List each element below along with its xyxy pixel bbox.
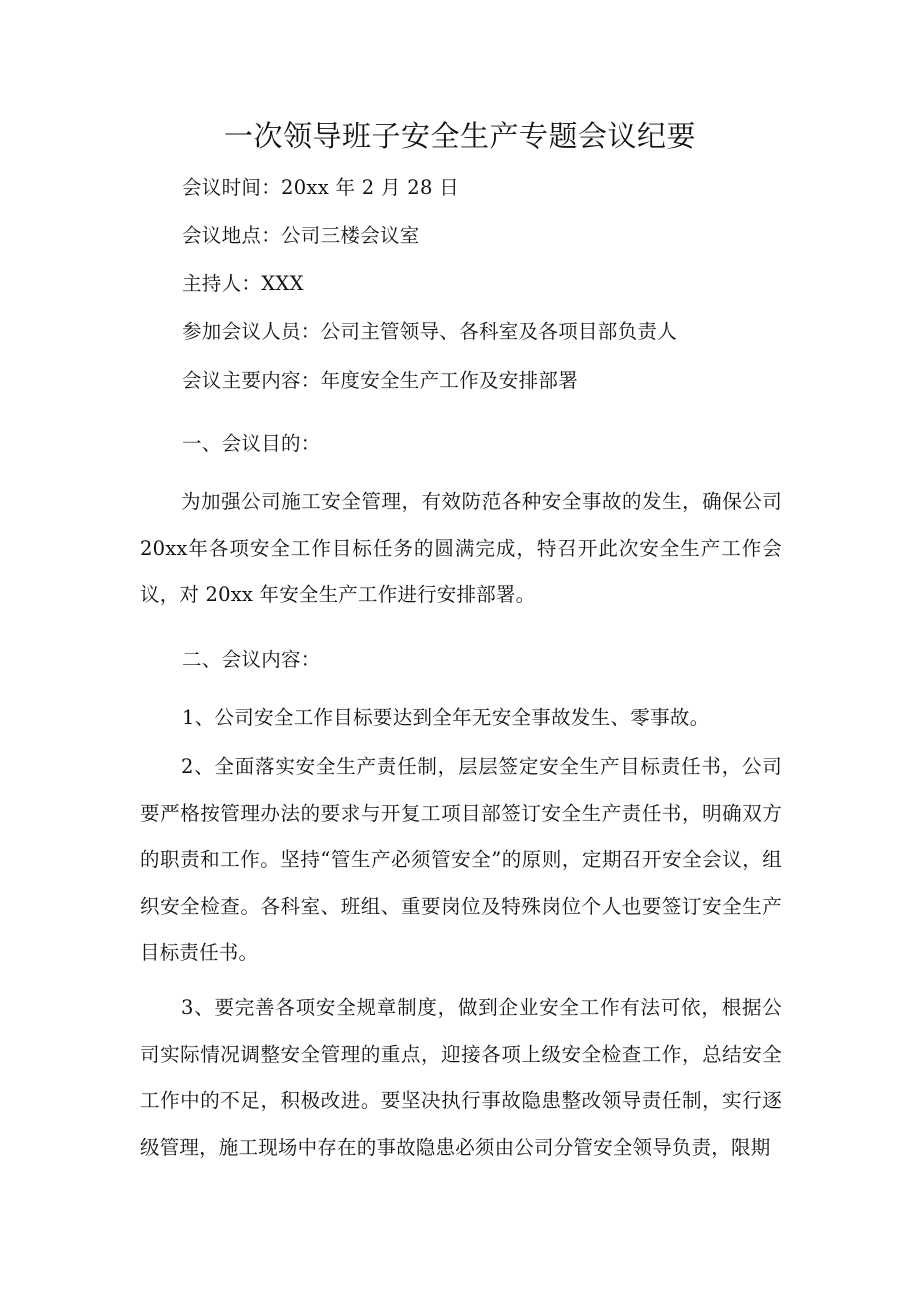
content-item-2: 2、全面落实安全生产责任制，层层签定安全生产目标责任书，公司要严格按管理办法的要求与开复工项目部签订安全生产责任书，明确双方的职责和工作。坚持“管生产必须管安全”的原则，定期召开安全会议，组织安全检查。各科室、班组、重要岗位及特殊岗位个人也要签订安全生产目标责任书。 — [140, 755, 782, 965]
content-item-1: 1、公司安全工作目标要达到全年无安全事故发生、零事故。 — [182, 706, 710, 729]
meeting-topic: 会议主要内容：年度安全生产工作及安排部署 — [182, 369, 579, 392]
document-title: 一次领导班子安全生产专题会议纪要 — [223, 119, 696, 153]
meeting-attendees: 参加会议人员：公司主管领导、各科室及各项目部负责人 — [182, 320, 678, 343]
content-item-3: 3、要完善各项安全规章制度，做到企业安全工作有法可依，根据公司实际情况调整安全管理的重点，迎接各项上级安全检查工作，总结安全工作中的不足，积极改进。要坚决执行事故隐患整改领导责任制，实行逐级管理，施工现场中存在的事故隐患必须由公司分管安全领导负责，限期 — [140, 996, 782, 1159]
section-1-body: 为加强公司施工安全管理，有效防范各种安全事故的发生，确保公司20xx年各项安全工作目标任务的圆满完成，特召开此次安全生产工作会议，对 20xx 年安全生产工作进行安排部署。 — [140, 490, 782, 607]
section-1-heading: 一、会议目的： — [182, 432, 321, 455]
meeting-host: 主持人：XXX — [182, 272, 304, 295]
section-2-heading: 二、会议内容： — [182, 648, 321, 671]
meeting-time: 会议时间：20xx 年 2 月 28 日 — [182, 176, 460, 199]
meeting-place: 会议地点：公司三楼会议室 — [182, 224, 420, 247]
